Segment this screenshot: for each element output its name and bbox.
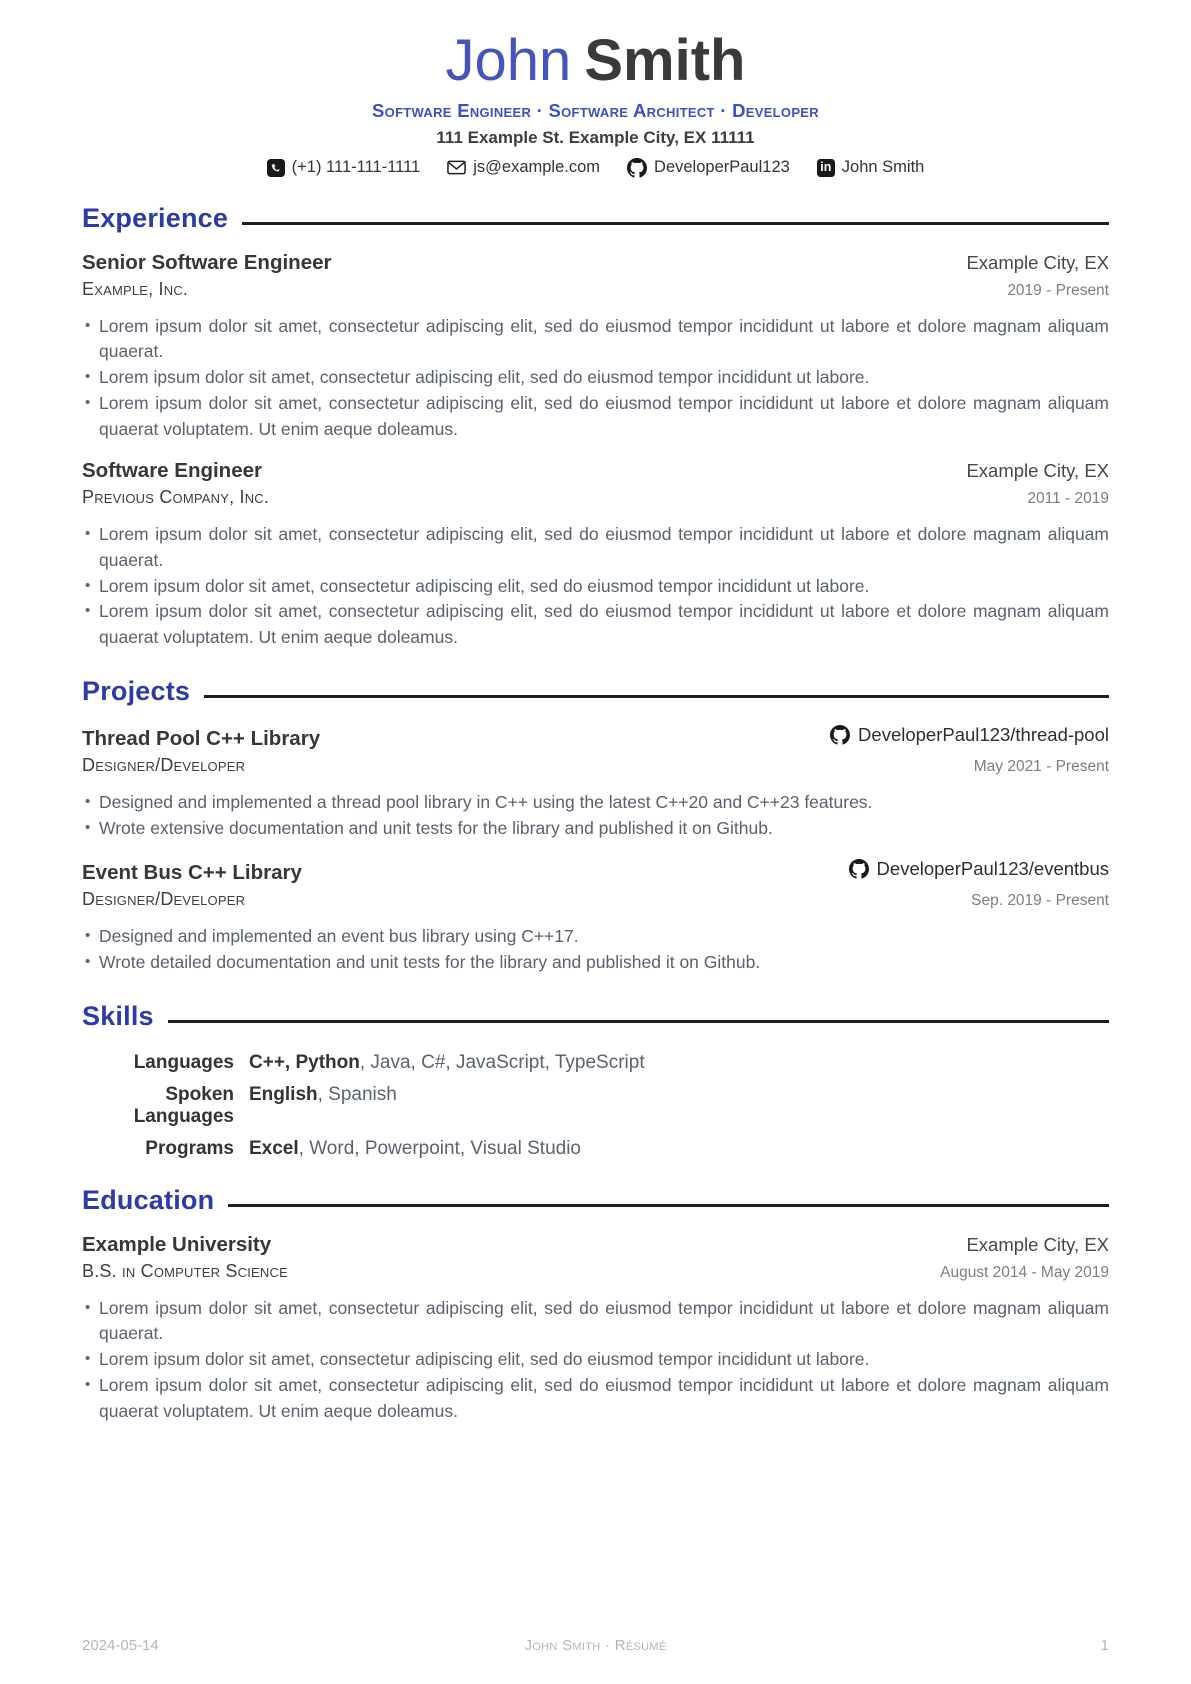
skill-value: [249, 1084, 397, 1106]
contact-row: [82, 158, 1109, 178]
first-name: John: [445, 28, 572, 93]
section-rule: [242, 222, 1109, 225]
project-entry: [82, 724, 1109, 841]
company-name: Example, Inc.: [82, 278, 189, 299]
highlight-item: • Wrote detailed documentation and unit tests for the library and published it on Github.: [82, 950, 1109, 976]
project-repo-link[interactable]: [849, 858, 1109, 880]
skill-highlighted: C++, Python: [249, 1051, 360, 1073]
resume-header: [82, 30, 1109, 178]
skill-label: Languages: [133, 1051, 234, 1073]
section-title: Experience: [82, 202, 229, 233]
section-experience: [82, 203, 1109, 651]
email-icon: [447, 160, 466, 175]
github-icon: [849, 859, 869, 879]
highlight-item: • Lorem ipsum dolor sit amet, consectetur adipiscing elit, sed do eiusmod tempor incididunt ut labore et dolore magnam aliquam quaerat voluptatem. Ut enim aeque doleamus.: [82, 1373, 1109, 1424]
job-dates: 2011 - 2019: [1027, 490, 1109, 508]
skill-value: [249, 1138, 581, 1160]
highlight-item: • Lorem ipsum dolor sit amet, consectetur adipiscing elit, sed do eiusmod tempor incididunt ut labore.: [82, 574, 1109, 600]
skill-row: [82, 1084, 1109, 1128]
highlight-item: • Lorem ipsum dolor sit amet, consectetur adipiscing elit, sed do eiusmod tempor incididunt ut labore.: [82, 1347, 1109, 1373]
section-rule: [204, 695, 1109, 698]
skill-label: Programs: [145, 1137, 234, 1159]
project-role: Designer/Developer: [82, 754, 246, 775]
github-icon: [830, 725, 850, 745]
section-header: [82, 676, 1109, 707]
job-highlights: [82, 522, 1109, 651]
section-header: [82, 203, 1109, 234]
section-rule: [228, 1204, 1109, 1207]
page-footer: [82, 1637, 1109, 1654]
education-dates: August 2014 - May 2019: [940, 1263, 1109, 1281]
project-entry: [82, 858, 1109, 975]
project-role: Designer/Developer: [82, 889, 246, 910]
school-name: Example University: [82, 1232, 272, 1256]
highlight-item: • Lorem ipsum dolor sit amet, consectetur adipiscing elit, sed do eiusmod tempor incididunt ut labore.: [82, 365, 1109, 391]
skill-others: , Word, Powerpoint, Visual Studio: [298, 1137, 581, 1159]
section-rule: [168, 1020, 1109, 1023]
phone-link[interactable]: [267, 158, 421, 177]
linkedin-icon: in: [817, 159, 835, 177]
education-highlights: [82, 1296, 1109, 1425]
section-title: Projects: [82, 675, 191, 706]
github-profile-link[interactable]: [627, 158, 790, 178]
experience-entry: [82, 459, 1109, 651]
address: 111 Example St. Example City, EX 11111: [436, 127, 755, 147]
section-projects: [82, 676, 1109, 976]
highlight-item: • Designed and implemented an event bus library using C++17.: [82, 924, 1109, 950]
skill-others: , Java, C#, JavaScript, TypeScript: [359, 1051, 645, 1073]
skill-row: [82, 1138, 1109, 1160]
project-title: Thread Pool C++ Library: [82, 726, 321, 750]
skill-highlighted: Excel: [249, 1137, 299, 1159]
project-dates: May 2021 - Present: [973, 757, 1109, 775]
project-highlights: [82, 790, 1109, 841]
job-title: Senior Software Engineer: [82, 250, 332, 274]
section-title: Education: [82, 1184, 215, 1215]
phone-icon: [267, 159, 285, 177]
degree-name: B.S. in Computer Science: [82, 1260, 288, 1281]
footer-date: 2024-05-14: [82, 1637, 159, 1654]
email-address: js@example.com: [473, 158, 601, 177]
section-title: Skills: [82, 1000, 154, 1031]
skill-label: Spoken Languages: [133, 1083, 234, 1127]
full-name: [82, 30, 1109, 93]
project-dates: Sep. 2019 - Present: [971, 892, 1109, 910]
highlight-item: • Lorem ipsum dolor sit amet, consectetur adipiscing elit, sed do eiusmod tempor incididunt ut labore et dolore magnam aliquam quaerat voluptatem. Ut enim aeque doleamus.: [82, 599, 1109, 650]
job-location: Example City, EX: [966, 460, 1109, 482]
highlight-item: • Lorem ipsum dolor sit amet, consectetur adipiscing elit, sed do eiusmod tempor incididunt ut labore et dolore magnam aliquam quaerat.: [82, 1296, 1109, 1347]
project-repo-link[interactable]: [830, 724, 1109, 746]
skill-highlighted: English: [249, 1083, 318, 1105]
skills-table: [82, 1052, 1109, 1160]
highlight-item: • Lorem ipsum dolor sit amet, consectetur adipiscing elit, sed do eiusmod tempor incididunt ut labore et dolore magnam aliquam quaerat.: [82, 314, 1109, 365]
highlight-item: • Lorem ipsum dolor sit amet, consectetur adipiscing elit, sed do eiusmod tempor incididunt ut labore et dolore magnam aliquam quaerat.: [82, 522, 1109, 573]
experience-entry: [82, 251, 1109, 443]
job-highlights: [82, 314, 1109, 443]
github-icon: [627, 158, 647, 178]
job-location: Example City, EX: [966, 251, 1109, 273]
section-header: [82, 1185, 1109, 1216]
email-link[interactable]: [447, 158, 600, 177]
highlight-item: • Wrote extensive documentation and unit tests for the library and published it on Github.: [82, 816, 1109, 842]
footer-title: John Smith · Résumé: [524, 1637, 667, 1654]
project-title: Event Bus C++ Library: [82, 861, 302, 885]
project-highlights: [82, 924, 1109, 975]
company-name: Previous Company, Inc.: [82, 487, 270, 508]
tagline: Software Engineer · Software Architect · Developer: [372, 99, 819, 121]
section-education: [82, 1185, 1109, 1425]
school-location: Example City, EX: [966, 1233, 1109, 1255]
repo-path: DeveloperPaul123/eventbus: [876, 858, 1109, 880]
highlight-item: • Lorem ipsum dolor sit amet, consectetur adipiscing elit, sed do eiusmod tempor incididunt ut labore et dolore magnam aliquam quaerat voluptatem. Ut enim aeque doleamus.: [82, 391, 1109, 442]
skill-row: [82, 1052, 1109, 1074]
github-username: DeveloperPaul123: [654, 158, 790, 177]
skill-value: [249, 1052, 645, 1074]
education-entry: [82, 1233, 1109, 1425]
linkedin-name: John Smith: [841, 158, 925, 177]
section-skills: [82, 1001, 1109, 1160]
linkedin-profile-link[interactable]: [817, 158, 925, 177]
last-name: Smith: [584, 28, 746, 93]
skill-others: , Spanish: [317, 1083, 397, 1105]
footer-page-number: 1: [1100, 1637, 1109, 1654]
section-header: [82, 1001, 1109, 1032]
job-dates: 2019 - Present: [1007, 281, 1109, 299]
repo-path: DeveloperPaul123/thread-pool: [858, 723, 1109, 745]
highlight-item: • Designed and implemented a thread pool library in C++ using the latest C++20 and C++23 features.: [82, 790, 1109, 816]
phone-number: (+1) 111-111-1111: [291, 158, 421, 177]
job-title: Software Engineer: [82, 459, 262, 483]
